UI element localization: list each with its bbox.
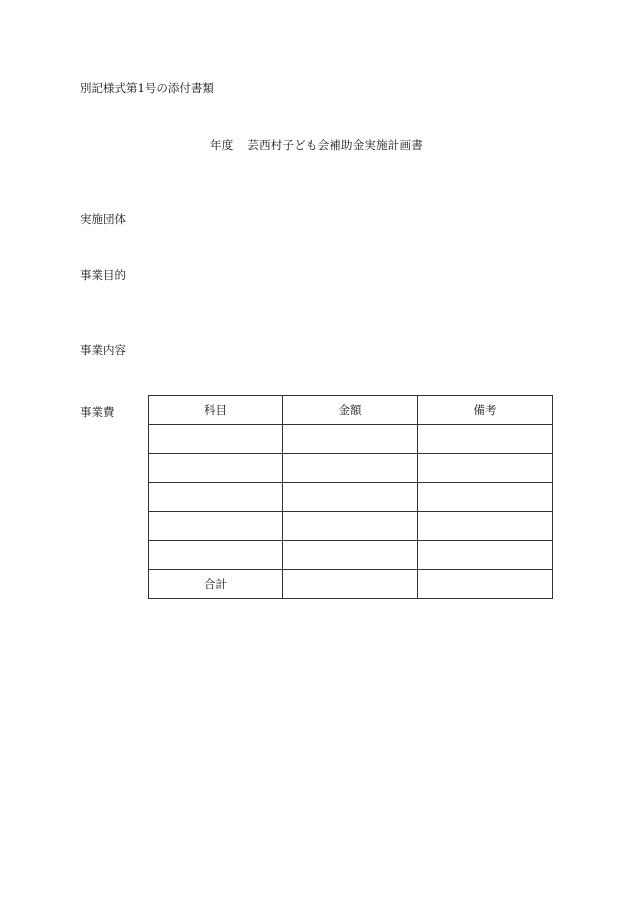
- implementing-org-label: 実施団体: [80, 212, 126, 226]
- remarks-cell[interactable]: [418, 512, 553, 541]
- table-row: [149, 425, 553, 454]
- table-row: [149, 512, 553, 541]
- remarks-cell[interactable]: [418, 454, 553, 483]
- header-item: 科目: [149, 396, 283, 425]
- total-remarks-cell[interactable]: [418, 570, 553, 599]
- content-label: 事業内容: [80, 343, 126, 357]
- total-amount-cell[interactable]: [283, 570, 418, 599]
- amount-cell[interactable]: [283, 425, 418, 454]
- header-remarks: 備考: [418, 396, 553, 425]
- remarks-cell[interactable]: [418, 425, 553, 454]
- amount-cell[interactable]: [283, 454, 418, 483]
- purpose-label: 事業目的: [80, 268, 126, 282]
- title-year: 年度: [210, 138, 234, 152]
- amount-cell[interactable]: [283, 541, 418, 570]
- total-row: [149, 570, 553, 599]
- budget-table: [148, 395, 553, 599]
- amount-cell[interactable]: [283, 512, 418, 541]
- form-note: 別記様式第1号の添付書類: [80, 81, 214, 95]
- remarks-cell[interactable]: [418, 483, 553, 512]
- item-cell[interactable]: [149, 425, 283, 454]
- table-row: [149, 541, 553, 570]
- table-row: [149, 454, 553, 483]
- document-title: [210, 137, 423, 153]
- item-cell[interactable]: [149, 541, 283, 570]
- item-cell[interactable]: [149, 512, 283, 541]
- header-amount: 金額: [283, 396, 418, 425]
- table-header-row: [149, 396, 553, 425]
- table-row: [149, 483, 553, 512]
- remarks-cell[interactable]: [418, 541, 553, 570]
- item-cell[interactable]: [149, 454, 283, 483]
- item-cell[interactable]: [149, 483, 283, 512]
- amount-cell[interactable]: [283, 483, 418, 512]
- cost-label: 事業費: [80, 405, 115, 419]
- total-label: 合計: [149, 570, 283, 599]
- title-main: 芸西村子ども会補助金実施計画書: [247, 138, 423, 152]
